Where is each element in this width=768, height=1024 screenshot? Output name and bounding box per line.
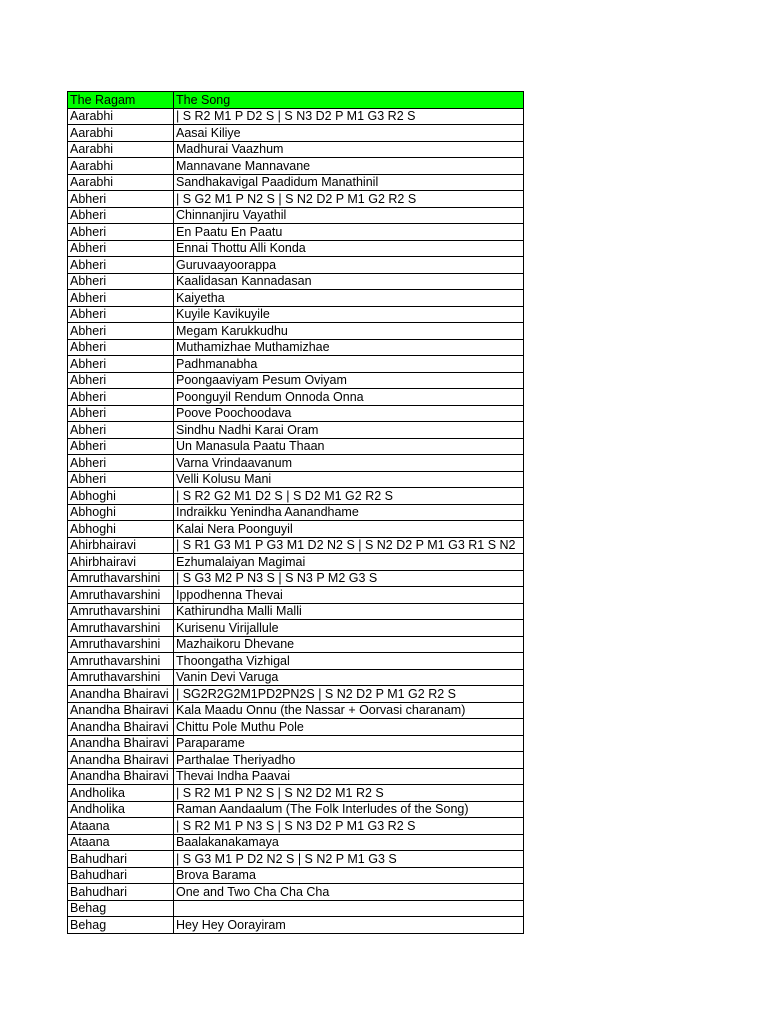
ragam-cell[interactable]: Abheri (68, 438, 174, 455)
song-cell[interactable]: Ennai Thottu Alli Konda (174, 240, 524, 257)
table-row (68, 603, 524, 620)
table-row (68, 141, 524, 158)
ragam-cell[interactable]: Ahirbhairavi (68, 554, 174, 571)
ragam-cell[interactable]: Abhoghi (68, 504, 174, 521)
song-cell[interactable]: Brova Barama (174, 867, 524, 884)
header-row (68, 92, 524, 109)
song-cell[interactable]: Poove Poochoodava (174, 405, 524, 422)
ragam-cell[interactable]: Behag (68, 900, 174, 917)
song-cell[interactable]: Ippodhenna Thevai (174, 587, 524, 604)
song-cell[interactable]: Kaalidasan Kannadasan (174, 273, 524, 290)
ragam-cell[interactable]: Andholika (68, 785, 174, 802)
table-row (68, 372, 524, 389)
table-row (68, 158, 524, 175)
ragam-cell[interactable]: Anandha Bhairavi (68, 702, 174, 719)
song-cell[interactable]: Kala Maadu Onnu (the Nassar + Oorvasi charanam) (174, 702, 524, 719)
song-cell[interactable]: | S R1 G3 M1 P G3 M1 D2 N2 S | S N2 D2 P M1 G3 R1 S N2 (174, 537, 524, 554)
table-row (68, 240, 524, 257)
song-cell[interactable]: Poonguyil Rendum Onnoda Onna (174, 389, 524, 406)
table-row (68, 735, 524, 752)
table-row (68, 785, 524, 802)
song-cell[interactable]: One and Two Cha Cha Cha (174, 884, 524, 901)
ragam-cell[interactable]: Abhoghi (68, 488, 174, 505)
table-row (68, 620, 524, 637)
song-cell[interactable]: | S R2 G2 M1 D2 S | S D2 M1 G2 R2 S (174, 488, 524, 505)
song-cell[interactable]: Kuyile Kavikuyile (174, 306, 524, 323)
ragam-cell[interactable]: Anandha Bhairavi (68, 752, 174, 769)
song-cell[interactable]: Kathirundha Malli Malli (174, 603, 524, 620)
table-row (68, 471, 524, 488)
ragam-cell[interactable]: Ataana (68, 818, 174, 835)
raga-song-table (67, 91, 524, 934)
ragam-cell[interactable]: Behag (68, 917, 174, 934)
table-row (68, 488, 524, 505)
ragam-cell[interactable]: Abhoghi (68, 521, 174, 538)
table-row (68, 174, 524, 191)
ragam-cell[interactable]: Aarabhi (68, 108, 174, 125)
ragam-cell[interactable]: Aarabhi (68, 158, 174, 175)
ragam-cell[interactable]: Abheri (68, 339, 174, 356)
ragam-cell[interactable]: Amruthavarshini (68, 669, 174, 686)
song-cell[interactable]: Un Manasula Paatu Thaan (174, 438, 524, 455)
ragam-cell[interactable]: Abheri (68, 257, 174, 274)
ragam-cell[interactable]: Abheri (68, 224, 174, 241)
ragam-cell[interactable]: Ahirbhairavi (68, 537, 174, 554)
ragam-cell[interactable]: Abheri (68, 356, 174, 373)
table-row (68, 405, 524, 422)
ragam-cell[interactable]: Andholika (68, 801, 174, 818)
table-row (68, 719, 524, 736)
song-cell[interactable]: Varna Vrindaavanum (174, 455, 524, 472)
ragam-cell[interactable]: Abheri (68, 422, 174, 439)
song-cell[interactable]: Raman Aandaalum (The Folk Interludes of the Song) (174, 801, 524, 818)
song-cell[interactable] (174, 900, 524, 917)
ragam-cell[interactable]: Aarabhi (68, 174, 174, 191)
table-row (68, 323, 524, 340)
ragam-cell[interactable]: Aarabhi (68, 141, 174, 158)
song-cell[interactable]: Parthalae Theriyadho (174, 752, 524, 769)
song-cell[interactable]: Hey Hey Oorayiram (174, 917, 524, 934)
table-row (68, 818, 524, 835)
song-cell[interactable]: Sandhakavigal Paadidum Manathinil (174, 174, 524, 191)
song-cell[interactable]: | S R2 M1 P N2 S | S N2 D2 M1 R2 S (174, 785, 524, 802)
song-cell[interactable]: | SG2R2G2M1PD2PN2S | S N2 D2 P M1 G2 R2 S (174, 686, 524, 703)
ragam-cell[interactable]: Abheri (68, 405, 174, 422)
table-row (68, 273, 524, 290)
song-cell[interactable]: Kaiyetha (174, 290, 524, 307)
song-cell[interactable]: | S R2 M1 P D2 S | S N3 D2 P M1 G3 R2 S (174, 108, 524, 125)
ragam-cell[interactable]: Anandha Bhairavi (68, 735, 174, 752)
table-row (68, 389, 524, 406)
table-row (68, 867, 524, 884)
song-cell[interactable]: Thoongatha Vizhigal (174, 653, 524, 670)
ragam-cell[interactable]: Abheri (68, 240, 174, 257)
ragam-cell[interactable]: Abheri (68, 389, 174, 406)
song-cell[interactable]: Mazhaikoru Dhevane (174, 636, 524, 653)
ragam-cell[interactable]: Amruthavarshini (68, 636, 174, 653)
song-cell[interactable]: | S R2 M1 P N3 S | S N3 D2 P M1 G3 R2 S (174, 818, 524, 835)
table-row (68, 537, 524, 554)
table-row (68, 801, 524, 818)
table-row (68, 669, 524, 686)
ragam-cell[interactable]: Bahudhari (68, 851, 174, 868)
table-row (68, 702, 524, 719)
ragam-cell[interactable]: Abheri (68, 306, 174, 323)
ragam-cell[interactable]: Ataana (68, 834, 174, 851)
song-cell[interactable]: Sindhu Nadhi Karai Oram (174, 422, 524, 439)
song-cell[interactable]: Chinnanjiru Vayathil (174, 207, 524, 224)
table-row (68, 438, 524, 455)
ragam-cell[interactable]: Abheri (68, 455, 174, 472)
ragam-cell[interactable]: Amruthavarshini (68, 653, 174, 670)
song-cell[interactable]: Mannavane Mannavane (174, 158, 524, 175)
song-cell[interactable]: | S G3 M1 P D2 N2 S | S N2 P M1 G3 S (174, 851, 524, 868)
table-row (68, 917, 524, 934)
ragam-cell[interactable]: Abheri (68, 191, 174, 208)
table-row (68, 686, 524, 703)
song-cell[interactable]: Velli Kolusu Mani (174, 471, 524, 488)
ragam-cell[interactable]: Abheri (68, 207, 174, 224)
header-cell-ragam[interactable]: The Ragam (68, 92, 174, 109)
header-cell-song[interactable]: The Song (174, 92, 524, 109)
table-row (68, 108, 524, 125)
ragam-cell[interactable]: Abheri (68, 471, 174, 488)
table-row (68, 851, 524, 868)
ragam-cell[interactable]: Anandha Bhairavi (68, 768, 174, 785)
table-row (68, 554, 524, 571)
table-row (68, 422, 524, 439)
ragam-cell[interactable]: Abheri (68, 323, 174, 340)
ragam-cell[interactable]: Amruthavarshini (68, 603, 174, 620)
table-row (68, 900, 524, 917)
song-cell[interactable]: Vanin Devi Varuga (174, 669, 524, 686)
table-row (68, 653, 524, 670)
ragam-cell[interactable]: Amruthavarshini (68, 620, 174, 637)
song-cell[interactable]: Guruvaayoorappa (174, 257, 524, 274)
ragam-cell[interactable]: Amruthavarshini (68, 570, 174, 587)
ragam-cell[interactable]: Bahudhari (68, 867, 174, 884)
song-cell[interactable]: | S G3 M2 P N3 S | S N3 P M2 G3 S (174, 570, 524, 587)
ragam-cell[interactable]: Abheri (68, 290, 174, 307)
table-row (68, 884, 524, 901)
ragam-cell[interactable]: Bahudhari (68, 884, 174, 901)
table-row (68, 752, 524, 769)
song-cell[interactable]: En Paatu En Paatu (174, 224, 524, 241)
ragam-cell[interactable]: Aarabhi (68, 125, 174, 142)
ragam-cell[interactable]: Abheri (68, 372, 174, 389)
ragam-cell[interactable]: Anandha Bhairavi (68, 686, 174, 703)
song-cell[interactable]: Ezhumalaiyan Magimai (174, 554, 524, 571)
table-row (68, 339, 524, 356)
song-cell[interactable]: Madhurai Vaazhum (174, 141, 524, 158)
song-cell[interactable]: Muthamizhae Muthamizhae (174, 339, 524, 356)
table-row (68, 306, 524, 323)
table-row (68, 570, 524, 587)
table-row (68, 356, 524, 373)
ragam-cell[interactable]: Anandha Bhairavi (68, 719, 174, 736)
table-row (68, 125, 524, 142)
ragam-cell[interactable]: Abheri (68, 273, 174, 290)
table-row (68, 587, 524, 604)
table-row (68, 290, 524, 307)
song-cell[interactable]: Baalakanakamaya (174, 834, 524, 851)
song-cell[interactable]: Thevai Indha Paavai (174, 768, 524, 785)
song-cell[interactable]: Chittu Pole Muthu Pole (174, 719, 524, 736)
song-cell[interactable]: Paraparame (174, 735, 524, 752)
song-cell[interactable]: Kalai Nera Poonguyil (174, 521, 524, 538)
table-row (68, 191, 524, 208)
song-cell[interactable]: Indraikku Yenindha Aanandhame (174, 504, 524, 521)
song-cell[interactable]: | S G2 M1 P N2 S | S N2 D2 P M1 G2 R2 S (174, 191, 524, 208)
song-cell[interactable]: Kurisenu Virijallule (174, 620, 524, 637)
song-cell[interactable]: Aasai Kiliye (174, 125, 524, 142)
song-cell[interactable]: Poongaaviyam Pesum Oviyam (174, 372, 524, 389)
table-row (68, 768, 524, 785)
song-cell[interactable]: Megam Karukkudhu (174, 323, 524, 340)
table-row (68, 834, 524, 851)
table-row (68, 455, 524, 472)
table-row (68, 504, 524, 521)
ragam-cell[interactable]: Amruthavarshini (68, 587, 174, 604)
table-row (68, 636, 524, 653)
table-row (68, 224, 524, 241)
table-row (68, 207, 524, 224)
table-row (68, 521, 524, 538)
table-row (68, 257, 524, 274)
song-cell[interactable]: Padhmanabha (174, 356, 524, 373)
